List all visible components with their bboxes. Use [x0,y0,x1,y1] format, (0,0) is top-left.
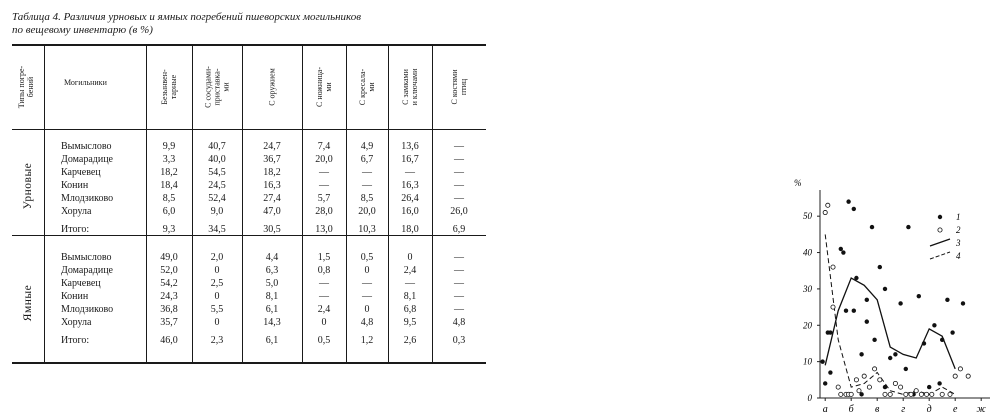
cell-value: 16,0 [401,206,419,217]
series-2-point [888,392,892,396]
series-2-point [883,392,887,396]
cell-value: 52,4 [208,193,226,204]
cell-value: 13,6 [401,141,419,152]
cell-value: 18,0 [401,224,419,235]
cell-value: — [405,167,415,178]
series-1-point [846,199,850,203]
header-text: С оружием [267,68,277,106]
series-2-point [854,378,858,382]
y-axis-label: % [794,178,802,188]
y-tick-label: 50 [803,211,812,222]
series-1-point [888,356,892,360]
series-1-point [883,385,887,389]
table-row [12,180,486,192]
cell-value: 0 [321,317,327,328]
cell-value: — [319,291,329,302]
row-name: Хорула [61,317,92,328]
cell-value: 8,5 [162,193,176,204]
header-text: С ножница- ми [315,66,333,108]
series-1-point [940,338,944,342]
cell-value: 8,1 [265,291,279,302]
series-2-point [831,265,835,269]
table-row [12,317,486,329]
table-row [12,291,486,303]
inventory-chart [780,160,1000,416]
x-tick-label: ж [976,404,986,415]
caption-line-1: Таблица 4. Различия урновых и ямных погребений пшеворских могильников [12,11,362,23]
table-row [12,141,486,153]
cell-value: 34,5 [208,224,226,235]
cell-value: 0 [364,304,370,315]
header-cell [314,50,334,124]
series-1-point [945,298,949,302]
cell-value: 0 [364,265,370,276]
cell-value: — [454,252,464,263]
cell-value: 2,3 [210,335,224,346]
cell-value: 0 [214,265,220,276]
cell-value: 5,0 [265,278,279,289]
cell-value: — [454,154,464,165]
table-rule [12,362,486,364]
series-2-point [919,392,923,396]
series-1-point [854,276,858,280]
cell-value: 18,2 [160,167,178,178]
series-1-point [828,370,832,374]
cell-value: 30,5 [263,224,281,235]
series-2-point [823,210,827,214]
series-1-point [927,385,931,389]
table-row [12,154,486,166]
table-row [12,193,486,205]
legend-marker-1 [938,215,942,219]
cell-value: 0,5 [317,335,331,346]
series-1-point [870,225,874,229]
cell-value: 54,2 [160,278,178,289]
cell-value: 0 [214,291,220,302]
series-2-point [836,385,840,389]
cell-value: 24,7 [263,141,281,152]
legend-marker-3 [930,239,950,246]
table-row [12,206,486,218]
cell-value: 40,7 [208,141,226,152]
series-2-point [857,389,861,393]
cell-value: — [454,141,464,152]
series-1-point [839,247,843,251]
header-text: С кресала- ми [358,68,376,106]
series-1-point [865,319,869,323]
x-tick-label: е [952,404,958,415]
row-name: Млодзиково [61,304,114,315]
series-2-point [849,392,853,396]
header-cell [400,50,420,124]
series-2-point [826,203,830,207]
series-1-point [841,250,845,254]
table-rule [12,44,486,46]
y-tick-label: 10 [803,356,812,367]
legend-label: 1 [956,212,961,222]
cell-value: — [454,180,464,191]
row-name: Вымыслово [61,141,112,152]
cell-value: 47,0 [263,206,281,217]
group-label-text: Ямные [22,284,34,321]
cell-value: 8,5 [360,193,374,204]
series-2-point [925,392,929,396]
series-4-line [825,234,955,394]
header-text: Типы погре- бений [17,65,35,109]
y-tick-label: 30 [803,283,812,294]
cell-value: 0 [214,317,220,328]
row-name: Итого: [61,224,90,235]
series-1-point [917,294,921,298]
cell-value: 6,7 [360,154,374,165]
y-tick-label: 40 [803,247,812,258]
cell-value: 5,5 [210,304,224,315]
cell-value: — [362,291,372,302]
cell-value: 49,0 [160,252,178,263]
header-cell [262,50,282,124]
table-row [12,278,486,290]
series-1-point [922,341,926,345]
total-row [12,224,486,236]
cell-value: 4,8 [452,317,466,328]
cell-value: 35,7 [160,317,178,328]
cell-value: 6,9 [452,224,466,235]
cell-value: 52,0 [160,265,178,276]
cell-value: — [454,167,464,178]
series-1-point [937,381,941,385]
series-2-point [839,392,843,396]
cell-value: 28,0 [315,206,333,217]
row-name: Итого: [61,335,90,346]
cell-value: 14,3 [263,317,281,328]
series-1-point [852,207,856,211]
series-2-point [930,392,934,396]
series-1-point [872,338,876,342]
cell-value: 6,8 [403,304,417,315]
series-1-point [823,381,827,385]
cell-value: — [454,193,464,204]
cell-value: 1,2 [360,335,374,346]
series-2-point [831,305,835,309]
cell-value: 40,0 [208,154,226,165]
cell-value: 36,7 [263,154,281,165]
cell-value: — [362,167,372,178]
cell-value: 3,3 [162,154,176,165]
header-text: С костями птиц [450,69,468,105]
cell-value: 7,4 [317,141,331,152]
header-cell [159,50,179,124]
series-1-point [878,265,882,269]
cell-value: — [454,304,464,315]
legend-label: 3 [956,238,961,248]
cell-value: 0,3 [452,335,466,346]
header-cell [203,50,231,124]
cell-value: 2,5 [210,278,224,289]
cell-value: 54,5 [208,167,226,178]
cell-value: 20,0 [358,206,376,217]
header-text: С замками и ключами [401,68,419,106]
cell-value: 16,7 [401,154,419,165]
cell-value: — [319,167,329,178]
y-tick-label: 20 [803,320,812,331]
series-1-point [828,330,832,334]
cell-value: — [319,278,329,289]
series-1-point [859,352,863,356]
group-label-text: Урновые [22,162,34,209]
legend-label: 2 [956,225,961,235]
cell-value: — [454,291,464,302]
legend-marker-2 [938,228,942,232]
cell-value: 2,4 [317,304,331,315]
series-1-point [932,323,936,327]
header-cell [16,50,36,124]
legend-label: 4 [956,251,961,261]
series-1-point [961,301,965,305]
header-mogilniki: Могильники [64,78,107,87]
series-2-point [873,367,877,371]
cell-value: 26,0 [450,206,468,217]
series-2-point [867,385,871,389]
cell-value: — [454,278,464,289]
series-1-point [898,301,902,305]
series-2-point [953,374,957,378]
cell-value: 9,3 [162,224,176,235]
table-caption [12,11,482,37]
series-2-point [940,392,944,396]
series-2-point [958,367,962,371]
table-rule [12,129,486,130]
cell-value: 6,1 [265,335,279,346]
cell-value: 2,4 [403,265,417,276]
row-name: Карчевец [61,278,101,289]
cell-value: 24,3 [160,291,178,302]
series-2-point [899,385,903,389]
cell-value: 9,0 [210,206,224,217]
table-row [12,304,486,316]
cell-value: — [319,180,329,191]
cell-value: 9,9 [162,141,176,152]
cell-value: 6,0 [162,206,176,217]
cell-value: 4,8 [360,317,374,328]
cell-value: — [405,278,415,289]
cell-value: 20,0 [315,154,333,165]
series-2-point [904,392,908,396]
cell-value: 18,2 [263,167,281,178]
cell-value: 18,4 [160,180,178,191]
cell-value: — [362,180,372,191]
series-3-line [825,278,955,369]
cell-value: 36,8 [160,304,178,315]
series-1-point [950,330,954,334]
series-1-point [844,309,848,313]
table-row [12,252,486,264]
series-2-point [893,381,897,385]
cell-value: 6,1 [265,304,279,315]
cell-value: 6,3 [265,265,279,276]
row-name: Карчевец [61,167,101,178]
burial-inventory-table [12,44,486,364]
cell-value: 2,0 [210,252,224,263]
cell-value: 4,9 [360,141,374,152]
x-tick-label: г [901,404,906,415]
x-tick-label: а [822,404,828,415]
cell-value: 5,7 [317,193,331,204]
cell-value: 46,0 [160,335,178,346]
cell-value: 16,3 [401,180,419,191]
header-text: Безынвен- тарные [160,69,178,105]
caption-line-2: по вещевому инвентарю (в %) [12,24,153,36]
table-row [12,167,486,179]
cell-value: 0,5 [360,252,374,263]
x-tick-label: б [848,404,854,415]
row-name: Домарадице [61,154,113,165]
series-1-point [893,352,897,356]
y-tick-label: 0 [807,393,812,403]
series-1-point [820,359,824,363]
cell-value: 13,0 [315,224,333,235]
x-tick-label: д [926,404,932,415]
series-2-point [909,392,913,396]
cell-value: 0,8 [317,265,331,276]
cell-value: 9,5 [403,317,417,328]
header-text: С сосудами- приставка- ми [203,66,231,108]
cell-value: 4,4 [265,252,279,263]
table-row [12,265,486,277]
row-name: Конин [61,291,89,302]
row-name: Домарадице [61,265,113,276]
series-1-point [852,309,856,313]
total-row [12,335,486,347]
x-tick-label: в [875,404,880,415]
cell-value: 24,5 [208,180,226,191]
series-1-point [904,367,908,371]
cell-value: 26,4 [401,193,419,204]
cell-value: 27,4 [263,193,281,204]
header-cell [357,50,377,124]
cell-value: 16,3 [263,180,281,191]
series-1-point [906,225,910,229]
series-2-point [914,389,918,393]
series-2-point [878,378,882,382]
series-2-point [948,392,952,396]
cell-value: 2,6 [403,335,417,346]
row-name: Хорула [61,206,92,217]
row-name: Млодзиково [61,193,114,204]
series-2-point [862,374,866,378]
cell-value: 0 [407,252,413,263]
cell-value: 10,3 [358,224,376,235]
row-name: Конин [61,180,89,191]
cell-value: 8,1 [403,291,417,302]
series-1-point [865,298,869,302]
legend-marker-4 [930,252,950,259]
cell-value: — [454,265,464,276]
row-name: Вымыслово [61,252,112,263]
header-cell [449,50,469,124]
cell-value: 1,5 [317,252,331,263]
series-1-point [883,287,887,291]
series-2-point [966,374,970,378]
cell-value: — [362,278,372,289]
